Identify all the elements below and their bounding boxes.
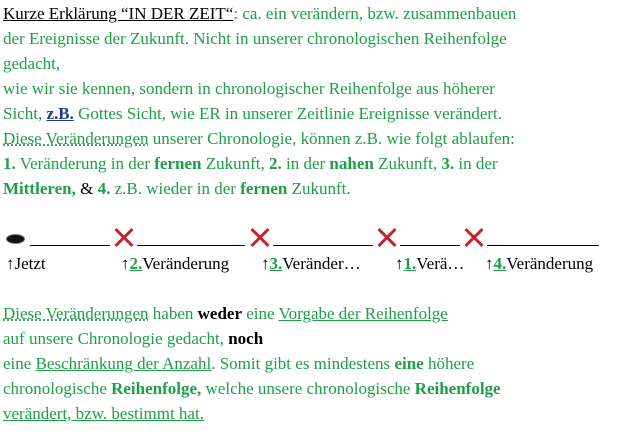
bold-text: weder: [197, 304, 243, 323]
bold-text: fernen: [240, 179, 288, 198]
text: auf unsere Chronologie gedacht,: [3, 329, 229, 348]
para1-line8: [3, 179, 351, 199]
para1-line2: [3, 29, 507, 49]
text: Sicht,: [3, 104, 47, 123]
bold-text: nahen: [329, 154, 374, 173]
label-number: 2.: [129, 254, 143, 273]
underlined-text: Diese Veränderungen: [3, 129, 149, 148]
text: welche unsere chronologische: [201, 379, 415, 398]
label-text: Verä…: [416, 254, 465, 273]
timeline-segment: [137, 245, 245, 246]
label-number: 4.: [493, 254, 507, 273]
label-number: 3.: [269, 254, 283, 273]
text: höhere: [423, 354, 475, 373]
timeline-segment: [487, 245, 599, 246]
para1-line1: [3, 4, 516, 24]
underlined-text: Diese Veränderungen: [3, 304, 149, 323]
para2-line5: [3, 404, 204, 424]
text: eine: [242, 304, 279, 323]
bold-text: fernen: [154, 154, 202, 173]
timeline-segment: [273, 245, 373, 246]
timeline-label-change-2: [121, 254, 229, 274]
up-arrow-icon: ↑: [485, 254, 494, 273]
underlined-text: Vorgabe der Reihenfolge: [278, 304, 448, 323]
number: 4.: [97, 179, 111, 198]
underlined-text: verändert, bzw. bestimmt hat.: [3, 404, 204, 423]
para2-line2: [3, 329, 263, 349]
timeline-label-change-3: [261, 254, 361, 274]
para1-line4: [3, 79, 495, 99]
cross-mark-icon: [464, 228, 484, 248]
timeline-label-change-4: [485, 254, 593, 274]
para1-line7: [3, 154, 498, 174]
timeline-label-now: [6, 254, 46, 274]
number: 3.: [441, 154, 455, 173]
text: . Somit gibt es mindestens: [211, 354, 395, 373]
text: chronologische: [3, 379, 112, 398]
eye-icon: [6, 234, 25, 244]
text: Zukunft,: [201, 154, 269, 173]
text: haben: [148, 304, 198, 323]
cross-mark-icon: [114, 228, 134, 248]
text: &: [75, 179, 98, 198]
up-arrow-icon: ↑: [121, 254, 130, 273]
text: gedacht,: [3, 54, 61, 73]
para1-line6: [3, 129, 515, 149]
timeline-label-change-1: [395, 254, 464, 274]
label-number: 1.: [403, 254, 417, 273]
text: Zukunft.: [287, 179, 351, 198]
text: wie wir sie kennen, sondern in chronologischer Reihenfolge aus höherer: [3, 79, 495, 98]
bold-text: eine: [394, 354, 424, 373]
timeline-segment: [400, 245, 460, 246]
timeline: [0, 226, 635, 250]
label-text: Veränder…: [282, 254, 361, 273]
bold-text: noch: [228, 329, 264, 348]
para2-line4: [3, 379, 501, 399]
cross-mark-icon: [377, 228, 397, 248]
bold-text: Reihenfolge,: [111, 379, 202, 398]
para2-line1: [3, 304, 448, 324]
para2-line3: [3, 354, 474, 374]
text: Gottes Sicht, wie ER in unserer Zeitlinie Ereignisse verändert.: [73, 104, 503, 123]
label-text: Veränderung: [142, 254, 230, 273]
text: der Ereignisse der Zukunft. Nicht in unserer chronologischen Reihenfolge: [3, 29, 507, 48]
text: in der: [281, 154, 330, 173]
bold-text: Mittleren,: [3, 179, 76, 198]
text: Zukunft,: [373, 154, 442, 173]
timeline-segment: [30, 245, 110, 246]
text: in der: [454, 154, 498, 173]
label-text: Veränderung: [506, 254, 594, 273]
label-text: Jetzt: [14, 254, 46, 273]
underlined-text: Beschränkung der Anzahl: [35, 354, 212, 373]
text: unserer Chronologie, können z.B. wie folgt ablaufen:: [148, 129, 515, 148]
text: : ca. ein verändern, bzw. zusammenbauen: [233, 4, 517, 23]
up-arrow-icon: ↑: [6, 254, 15, 273]
zb-link[interactable]: z.B.: [46, 104, 74, 123]
text: z.B. wieder in der: [110, 179, 241, 198]
heading-title: Kurze Erklärung “IN DER ZEIT“: [3, 4, 234, 23]
text: eine: [3, 354, 36, 373]
up-arrow-icon: ↑: [261, 254, 270, 273]
cross-mark-icon: [250, 228, 270, 248]
para1-line5: [3, 104, 502, 124]
number: 2.: [268, 154, 282, 173]
text: Veränderung in der: [15, 154, 155, 173]
bold-text: Reihenfolge: [414, 379, 501, 398]
number: 1.: [3, 154, 16, 173]
up-arrow-icon: ↑: [395, 254, 404, 273]
para1-line3: [3, 54, 60, 74]
